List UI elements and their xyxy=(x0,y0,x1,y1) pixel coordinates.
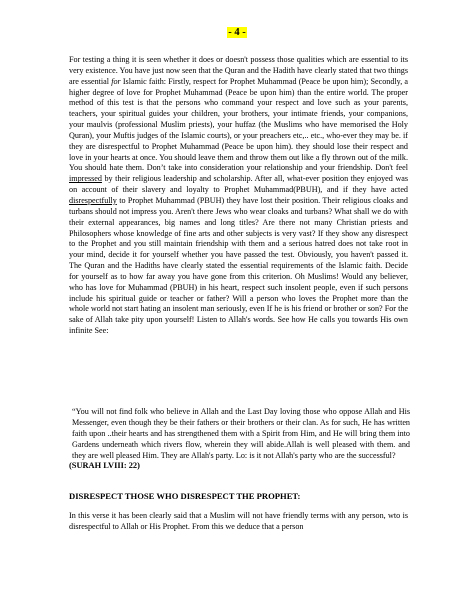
underlined-impressed: impressed xyxy=(69,174,102,184)
paragraph-1-text-c: by their religious leadership and scholarship. After all, what-ever position they enjoyed was on account of their slavery and loyalty to Prophet Muhammad(PBUH), and if they have acted xyxy=(69,174,408,195)
surah-reference: (SURAH LVIII: 22) xyxy=(69,461,140,470)
quran-quote: “You will not find folk who believe in Allah and the Last Day loving those who oppose Allah and His Messenger, even though they be their fathers or their brothers or their clan. As for such, He has written faith upon ..their hearts and has strengthened them with a Spirit from Him, and He will bring them into Gardens underneath which rivers flow, wherein they will abide.Allah is well pleased with them. and they are well pleased Him. They are Allah's party. Lo: is it not Allah's party who are the successful? xyxy=(72,407,410,460)
paragraph-1-text-d: to Prophet Muhammad (PBUH) they have lost their position. Their religious cloaks and turbans should not impress you. Aren't there Jews who wear cloaks and turbans? What shall we do with their external appearances, big names and long titles? Are there not many Christian priests and Philosophers whose knowledge of fine arts and other subjects is very vast? If they show any disrespect to the Prophet and you still maintain friendship with them and a serious hatred does not take root in your mind, decide it for yourself whether you have passed the test. Obviously, you haven't passed it. The Quran and the Hadiths have clearly stated the essential requirements of the Islamic faith. Decide for yourself as to how far away you have gone from this criterion. Oh Muslims! Would any believer, who has love for Muhammad (PBUH) in his heart, respect such insolent people, even if such persons include his spiritual guide or teacher or father? Will a person who loves the Prophet more than the whole world not start hating an insolent man seriously, even If he is his friend or brother or son? For the sake of Allah take pity upon yourself! Listen to Allah's words. See how He calls you towards His own infinite See: xyxy=(69,195,408,336)
page-number-label: - 4 - xyxy=(228,27,246,38)
body-paragraph-1 xyxy=(69,55,408,337)
body-paragraph-3: In this verse it has been clearly said that a Muslim will not have friendly terms with any person, wto is disrespectful to Allah or His Prophet. From this we deduce that a person xyxy=(69,511,408,531)
paragraph-1-text-b: Islamic faith: Firstly, respect for Prophet Muhammad (Peace be upon him); Secondly, a higher degree of love for Prophet Muhammad (Peace be upon him) than the entire world. The proper method of this test is that the persons who command your respect and love such as your parents, teachers, your spiritual guides your children, your brothers, your intimate friends, your companions, your maulvis (professional Muslim priests), your huffaz (the Muslims who have memorised the Holy Quran), your Muftis judges of the Islamic courts), or your preachers etc,.. etc., who-ever they may be. if they are disrespectful to Prophet Muhammad (Peace be upon him). they should lose their respect and love in your hearts at once. You should leave them and throw them out like a fly thrown out of the milk. You should hate them. Don’t take into consideration your relationship and your friendship. Don't feel xyxy=(69,76,408,173)
paragraph-1-text-a: For testing a thing it is seen whether it does or doesn't possess those qualities which are essential to its very existence. You have just now seen that the Quran and the Hadith have clearly stated that two things are essential xyxy=(69,55,408,86)
underlined-disrespectfully: disrespectfully xyxy=(69,195,117,205)
italic-for: for xyxy=(111,76,121,86)
page-number xyxy=(0,27,474,38)
section-heading: DISRESPECT THOSE WHO DISRESPECT THE PROPHET: xyxy=(69,491,301,501)
